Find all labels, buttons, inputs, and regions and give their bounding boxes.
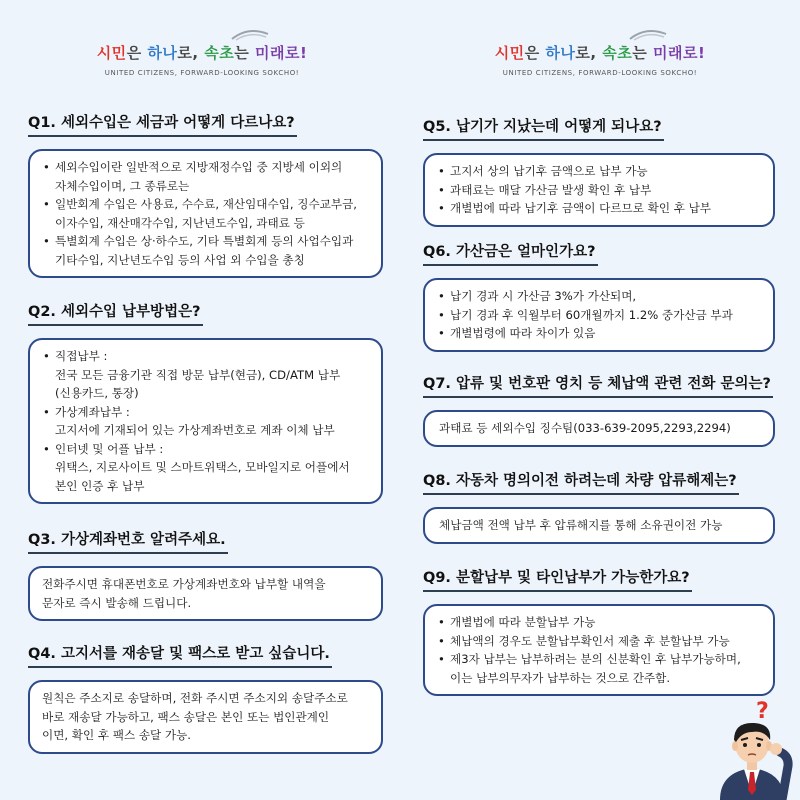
list-item: • 개별법에 따라 납기후 금액이 다르므로 확인 후 납부 [437, 199, 761, 218]
list-item: • 직접납부 : 전국 모든 금융기관 직접 방문 납부(현금), CD/ATM 납부 (신용카드, 통장) [42, 347, 369, 403]
answer-box [28, 566, 383, 621]
answer-line: 이면, 확인 후 팩스 송달 가능. [42, 728, 191, 742]
list-item: • 제3자 납부는 납부하려는 분의 신분확인 후 납부가능하며, 이는 납부의무자가 납부하는 것으로 간주함. [437, 650, 761, 687]
list-item: • 가상계좌납부 : 고지서에 기재되어 있는 가상계좌번호로 계좌 이체 납부 [42, 403, 369, 440]
faq-q9 [423, 566, 775, 696]
answer-line: 문자로 즉시 발송해 드립니다. [42, 595, 192, 610]
answer-box [423, 153, 775, 227]
question-title: Q3. 가상계좌번호 알려주세요. [28, 528, 228, 554]
answer-line: 과태료 등 세외수입 징수팀(033-639-2095,2293,2294) [439, 421, 731, 435]
answer-line: 체납금액 전액 납부 후 압류해지를 통해 소유권이전 가능 [439, 518, 723, 532]
faq-q3 [28, 528, 383, 621]
list-item: • 납기 경과 후 익월부터 60개월까지 1.2% 중가산금 부과 [437, 306, 761, 325]
faq-q2 [28, 300, 383, 504]
question-title: Q5. 납기가 지났는데 어떻게 되나요? [423, 115, 664, 141]
faq-q6 [423, 240, 775, 352]
answer-box [423, 278, 775, 352]
list-item: • 특별회계 수입은 상·하수도, 기타 특별회계 등의 사업수입과 기타수입, 지난년도수입 등의 사업 외 수입을 총칭 [42, 232, 369, 269]
question-title: Q7. 압류 및 번호판 영치 등 체납액 관련 전화 문의는? [423, 372, 773, 398]
list-item: • 인터넷 및 어플 납부 : 위택스, 지로사이트 및 스마트위택스, 모바일지로 어플에서 본인 인증 후 납부 [42, 440, 369, 496]
answer-box [423, 410, 775, 447]
list-item: • 납기 경과 시 가산금 3%가 가산되며, [437, 287, 761, 306]
logo-right [470, 42, 730, 77]
swoosh-icon [628, 28, 668, 42]
swoosh-icon [230, 28, 270, 42]
answer-line: 원칙은 주소지로 송달하며, 전화 주시면 주소지외 송달주소로 [42, 691, 348, 705]
list-item: • 과태료는 매달 가산금 발생 확인 후 납부 [437, 181, 761, 200]
question-title: Q8. 자동차 명의이전 하려는데 차량 압류해제는? [423, 469, 739, 495]
list-item: • 체납액의 경우도 분할납부확인서 제출 후 분할납부 가능 [437, 632, 761, 651]
logo-title: 시민은 하나로, 속초는 미래로! [494, 44, 706, 62]
question-mark-icon: ? [756, 699, 769, 724]
question-title: Q4. 고지서를 재송달 및 팩스로 받고 싶습니다. [28, 642, 332, 668]
list-item: • 개별법에 따라 분할납부 가능 [437, 613, 761, 632]
question-title: Q1. 세외수입은 세금과 어떻게 다르나요? [28, 111, 297, 137]
faq-q1 [28, 111, 383, 278]
question-title: Q6. 가산금은 얼마인가요? [423, 240, 598, 266]
answer-box [423, 604, 775, 696]
businessman-illustration [712, 694, 796, 800]
answer-box [28, 338, 383, 504]
faq-q5 [423, 115, 775, 227]
answer-box [28, 149, 383, 278]
list-item: • 세외수입이란 일반적으로 지방재정수입 중 지방세 이외의 자체수입이며, 그 종류로는 [42, 158, 369, 195]
faq-q7 [423, 372, 775, 447]
businessman-icon [712, 694, 796, 800]
logo-left [72, 42, 332, 77]
faq-q8 [423, 469, 775, 544]
logo-subtitle: UNITED CITIZENS, FORWARD-LOOKING SOKCHO! [502, 69, 698, 77]
answer-box [423, 507, 775, 544]
question-title: Q2. 세외수입 납부방법은? [28, 300, 203, 326]
answer-line: 바로 재송달 가능하고, 팩스 송달은 본인 또는 법인관계인 [42, 709, 330, 724]
question-title: Q9. 분할납부 및 타인납부가 가능한가요? [423, 566, 692, 592]
faq-q4 [28, 642, 383, 754]
answer-box [28, 680, 383, 754]
list-item: • 일반회계 수입은 사용료, 수수료, 재산임대수입, 징수교부금, 이자수입, 재산매각수입, 지난년도수입, 과태료 등 [42, 195, 369, 232]
answer-line: 전화주시면 휴대폰번호로 가상계좌번호와 납부할 내역을 [42, 577, 326, 591]
logo-subtitle: UNITED CITIZENS, FORWARD-LOOKING SOKCHO! [104, 69, 300, 77]
list-item: • 고지서 상의 납기후 금액으로 납부 가능 [437, 162, 761, 181]
logo-title: 시민은 하나로, 속초는 미래로! [96, 44, 308, 62]
list-item: • 개별법령에 따라 차이가 있음 [437, 324, 761, 343]
